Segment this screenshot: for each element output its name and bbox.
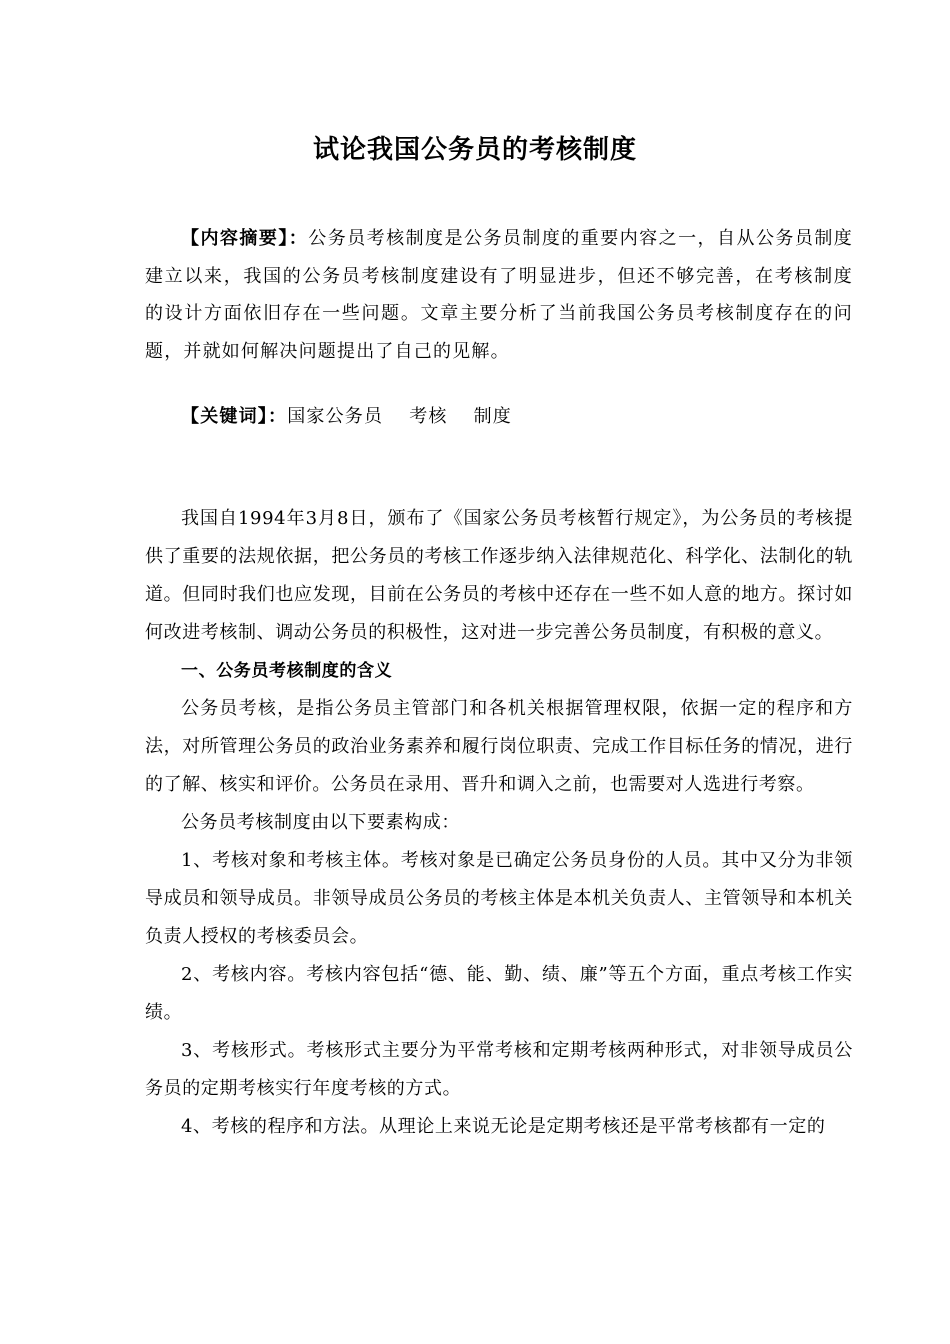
list-item: 1、考核对象和考核主体。考核对象是已确定公务员身份的人员。其中又分为非领导成员和领导成员。非领导成员公务员的考核主体是本机关负责人、主管领导和本机关负责人授权的考核委员会。 bbox=[145, 850, 853, 947]
definition-paragraph: 公务员考核，是指公务员主管部门和各机关根据管理权限，依据一定的程序和方法，对所管理公务员的政治业务素养和履行岗位职责、完成工作目标任务的情况，进行的了解、核实和评价。公务员在录用、晋升和调入之前，也需要对人选进行考察。 bbox=[145, 698, 853, 795]
keyword-term: 国家公务员 bbox=[287, 406, 384, 427]
list-item: 2、考核内容。考核内容包括“德、能、勤、绩、廉”等五个方面，重点考核工作实绩。 bbox=[145, 964, 853, 1023]
elements-intro-paragraph: 公务员考核制度由以下要素构成： bbox=[181, 812, 460, 833]
keyword-term: 考核 bbox=[409, 406, 448, 427]
list-item: 4、考核的程序和方法。从理论上来说无论是定期考核还是平常考核都有一定的 bbox=[181, 1116, 826, 1137]
intro-paragraph: 我国自1994年3月8日，颁布了《国家公务员考核暂行规定》，为公务员的考核提供了重要的法规依据，把公务员的考核工作逐步纳入法律规范化、科学化、法制化的轨道。但同时我们也应发现，目前在公务员的考核中还存在一些不如人意的地方。探讨如何改进考核制、调动公务员的积极性，这对进一步完善公务员制度，有积极的意义。 bbox=[145, 508, 853, 643]
keywords-label: 【关键词】 bbox=[181, 406, 268, 427]
section-heading: 一、公务员考核制度的含义 bbox=[181, 661, 393, 681]
abstract-text: 公务员考核制度是公务员制度的重要内容之一，自从公务员制度建立以来，我国的公务员考核制度建设有了明显进步，但还不够完善，在考核制度的设计方面依旧存在一些问题。文章主要分析了当前我国公务员考核制度存在的问题，并就如何解决问题提出了自己的见解。 bbox=[145, 228, 853, 362]
abstract-separator: ： bbox=[288, 228, 309, 249]
keywords-separator: ： bbox=[268, 406, 288, 427]
keywords-line bbox=[145, 398, 853, 436]
document-body bbox=[145, 500, 853, 1146]
abstract-paragraph bbox=[145, 220, 853, 370]
keyword-term: 制度 bbox=[473, 406, 513, 427]
document-title: 试论我国公务员的考核制度 bbox=[312, 135, 637, 165]
list-item: 3、考核形式。考核形式主要分为平常考核和定期考核两种形式，对非领导成员公务员的定期考核实行年度考核的方式。 bbox=[145, 1040, 853, 1099]
abstract-label: 【内容摘要】 bbox=[181, 228, 289, 249]
